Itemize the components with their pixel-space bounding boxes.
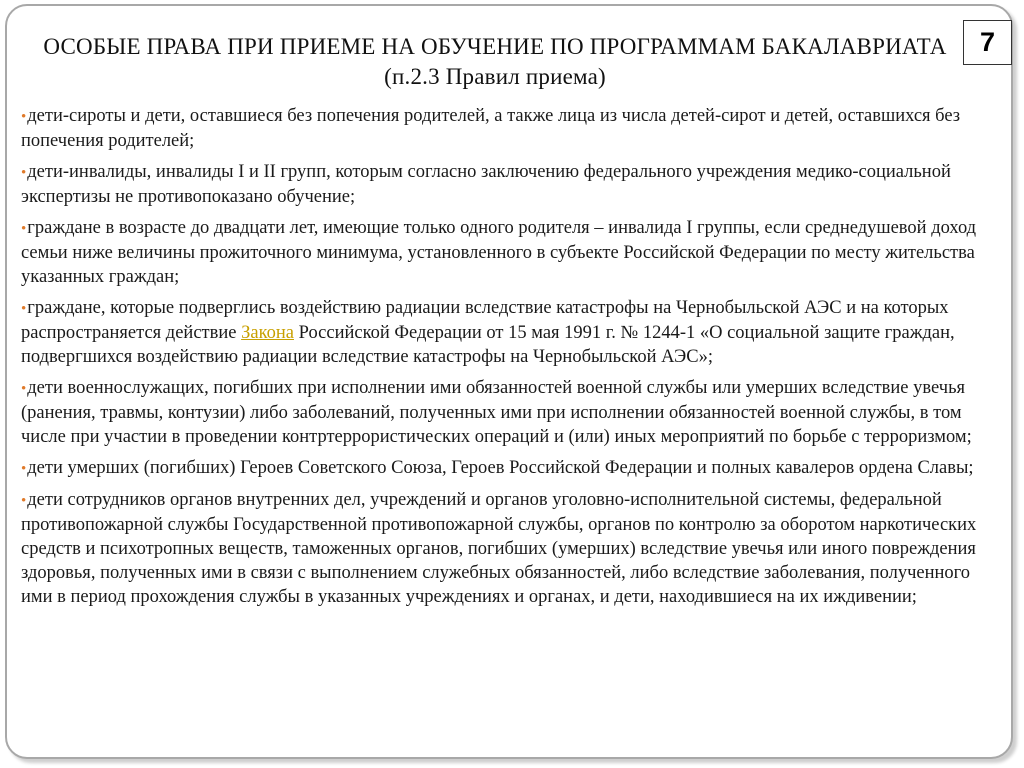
bullet-icon: •	[21, 221, 27, 237]
page-number-badge: 7	[963, 20, 1012, 65]
law-link[interactable]: Закона	[241, 323, 294, 343]
bullet-icon: •	[21, 165, 27, 181]
list-item	[21, 296, 981, 369]
list-item	[21, 104, 981, 153]
list-item	[21, 456, 981, 481]
list-item-text: дети-сироты и дети, оставшиеся без попечения родителей, а также лица из числа детей-сирот и детей, оставшихся без попечения родителей;	[21, 106, 961, 151]
title-line-2: (п.2.3 Правил приема)	[384, 64, 606, 89]
page-title	[7, 32, 983, 92]
list-item-text-after-link: Российской Федерации от 15 мая 1991 г. № 1244-1 «О социальной защите граждан, подвергшихся воздействию радиации вследствие катастрофы на Чернобыльской АЭС»;	[21, 323, 955, 367]
list-item	[21, 488, 981, 609]
list-item-text: дети-инвалиды, инвалиды I и II групп, которым согласно заключению федерального учреждения медико-социальной экспертизы не противопоказано обучение;	[21, 162, 951, 207]
bullet-icon: •	[21, 109, 27, 125]
list-item-text-before-link: граждане, которые подверглись воздействию радиации вследствие катастрофы на Чернобыльской АЭС и на которых распространяется действие	[21, 298, 949, 343]
list-item-text: дети умерших (погибших) Героев Советского Союза, Героев Российской Федерации и полных кавалеров ордена Славы;	[27, 458, 974, 478]
bullet-icon: •	[21, 381, 27, 397]
list-item	[21, 160, 981, 209]
list-item	[21, 376, 981, 449]
bullet-icon: •	[21, 493, 27, 509]
title-line-1: ОСОБЫЕ ПРАВА ПРИ ПРИЕМЕ НА ОБУЧЕНИЕ ПО ПРОГРАММАМ БАКАЛАВРИАТА	[43, 34, 947, 59]
slide-frame	[5, 4, 1013, 759]
list-item-text: граждане в возрасте до двадцати лет, имеющие только одного родителя – инвалида I группы, если среднедушевой доход семьи ниже величины прожиточного минимума, установленного в субъекте Российской Федерации по месту жительства указанных граждан;	[21, 218, 977, 287]
bullet-icon: •	[21, 461, 27, 477]
list-item	[21, 216, 981, 289]
bullet-icon: •	[21, 301, 27, 317]
list-item-text: дети военнослужащих, погибших при исполнении ими обязанностей военной службы или умерших вследствие увечья (ранения, травмы, контузии) либо заболеваний, полученных ими при исполнении обязанностей военной службы, в том числе при участии в проведении контртеррористических операций и (или) иных мероприятий по борьбе с терроризмом;	[21, 378, 972, 447]
list-item-text: дети сотрудников органов внутренних дел, учреждений и органов уголовно-исполнительной системы, федеральной противопожарной службы Государственной противопожарной службы, органов по контролю за оборотом наркотических средств и психотропных веществ, таможенных органов, погибших (умерших) вследствие увечья или иного повреждения здоровья, полученных ими в связи с выполнением служебных обязанностей, либо вследствие заболевания, полученного ими в период прохождения службы в указанных учреждениях и органах, и дети, находившиеся на их иждивении;	[21, 490, 977, 607]
rights-list	[21, 104, 981, 616]
